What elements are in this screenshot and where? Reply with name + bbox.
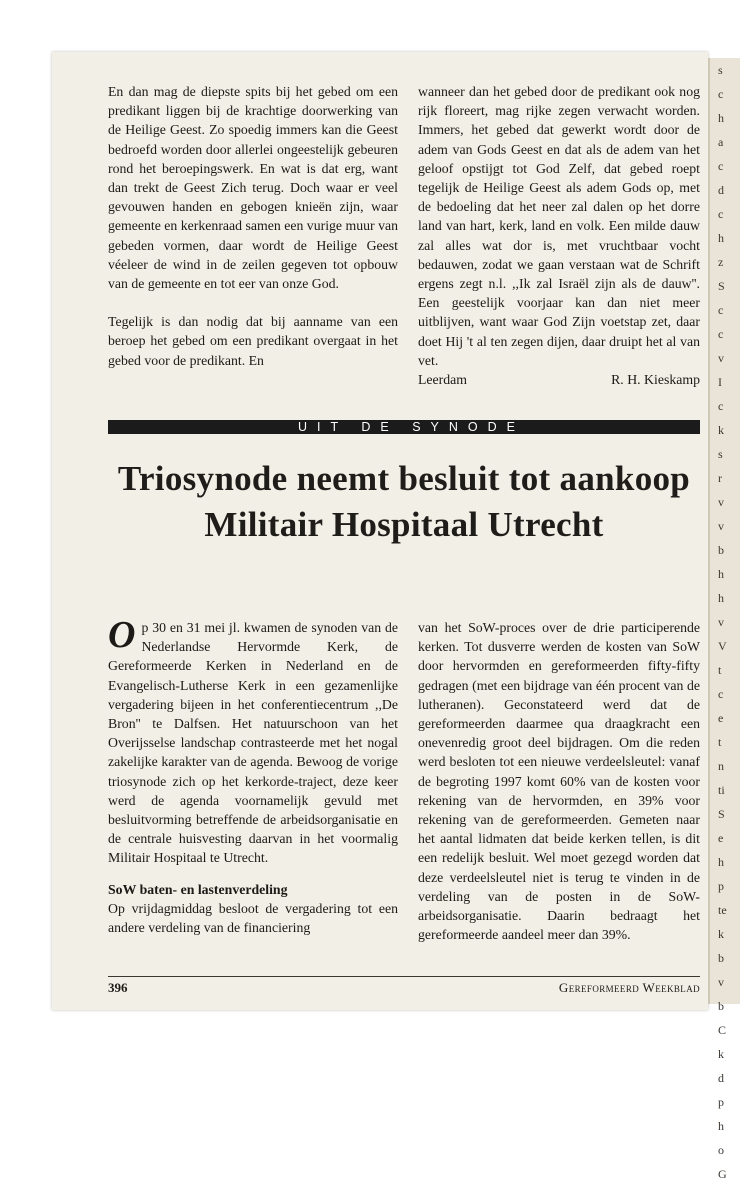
edge-glyph: v bbox=[718, 615, 724, 629]
next-page-edge bbox=[708, 58, 740, 1181]
signature bbox=[418, 370, 700, 389]
edge-glyph: p bbox=[718, 1095, 724, 1109]
signature-place: Leerdam bbox=[418, 372, 468, 388]
edge-glyph: C bbox=[718, 1023, 727, 1037]
edge-glyph: o bbox=[718, 1143, 724, 1157]
edge-glyph: h bbox=[718, 111, 724, 125]
edge-glyph: e bbox=[718, 831, 724, 845]
edge-glyph: b bbox=[718, 951, 724, 965]
edge-glyph: b bbox=[718, 543, 724, 557]
edge-glyph: G bbox=[718, 1167, 727, 1181]
edge-glyph: k bbox=[718, 423, 724, 437]
section-label: UIT DE SYNODE bbox=[298, 420, 526, 434]
edge-glyph: h bbox=[718, 1119, 724, 1133]
edge-glyph: k bbox=[718, 927, 724, 941]
edge-glyph: k bbox=[718, 1047, 724, 1061]
signature-name: R. H. Kieskamp bbox=[611, 372, 700, 388]
paragraph: wanneer dan het gebed door de predikant ook nog rijk floreert, mag rijke zegen verwacht worden. Immers, het gebed dat gewerkt wordt door de adem van Gods Geest en dat als de adem van het geloof opstijgt tot God Zelf, dat gebed roept tegelijk de Heilige Geest als adem Gods op, met de bedoeling dat het neer zal dalen op het dorre land van hart, kerk, land en volk. Een milde dauw zal alles wat dor is, met vruchtbaar vocht bedauwen, zodat we gaan verstaan wat de Schrift ergens zegt n.l. ,,Ik zal Israël zijn als de dauw''. Een geestelijk voorjaar kan dan niet meer uitblijven, want waar God Zijn voetstap zet, daar doet Hij 't al ten zegen dijen, daar druipt het al van vet. bbox=[418, 84, 700, 368]
edge-glyph: h bbox=[718, 231, 724, 245]
column-bottom-left bbox=[108, 614, 398, 937]
edge-glyph: ti bbox=[718, 783, 725, 797]
dropcap: O bbox=[108, 614, 136, 656]
edge-glyph: v bbox=[718, 975, 724, 989]
edge-glyph: b bbox=[718, 999, 724, 1013]
edge-glyph: s bbox=[718, 447, 723, 461]
edge-glyph: te bbox=[718, 903, 727, 917]
subheading: SoW baten- en lastenverdeling bbox=[108, 881, 288, 897]
paragraph: Op vrijdagmiddag besloot de vergadering tot een andere verdeling van de financiering bbox=[108, 900, 398, 936]
edge-glyph: h bbox=[718, 855, 724, 869]
edge-glyph: c bbox=[718, 87, 724, 101]
edge-glyph: I bbox=[718, 375, 722, 389]
edge-glyph: v bbox=[718, 519, 724, 533]
edge-glyph: h bbox=[718, 591, 724, 605]
edge-glyph: v bbox=[718, 495, 724, 509]
edge-glyph: e bbox=[718, 711, 724, 725]
section-band bbox=[108, 420, 700, 434]
edge-glyph: t bbox=[718, 735, 722, 749]
lead-text: p 30 en 31 mei jl. kwamen de synoden van de Nederlandse Hervormde Kerk, de Gereformeerde Kerken in Nederland en de Evangelisch-Lutherse Kerk in een gezamenlijke vergadering bijeen in het conferentiecentrum ,,De Bron'' te Dalfsen. Het natuurschoon van het Overijsselse landschap contrasteerde met het nogal zakelijke karakter van de agenda. Bewoog de vorige triosynode zich op het kerkorde-traject, deze keer werd de agenda voornamelijk gevuld met besluitvorming betreffende de arbeidsorganisatie en de centrale huisvesting daarvan in het voormalig Militair Hospitaal te Utrecht. bbox=[108, 620, 398, 866]
edge-glyph: d bbox=[718, 1071, 724, 1085]
edge-glyph: V bbox=[718, 639, 727, 653]
edge-glyph: c bbox=[718, 399, 724, 413]
paragraph: van het SoW-proces over de drie participerende kerken. Tot dusverre werden de kosten van SoW door hervormden en gereformeerden fifty-fifty gedragen (met een bijdrage van één procent van de lutheranen). Geconstateerd werd dat de gereformeerden daarmee qua draagkracht een onevenredig groot deel bijdragen. Om die reden werd besloten tot een nieuwe verdeelsleutel: vanaf de begroting 1997 komt 60% van de kosten voor rekening van de hervormden, en 39% voor rekening van de gereformeerden. Gemeten naar het aantal lidmaten dat beide kerken tellen, is dit een redelijk besluit. Wel moet gezegd worden dat deze verdeelsleutel niet is terug te vinden in de verdeling van de posten in de SoW-arbeidsorganisatie. Daarin bedraagt het gereformeerde aandeel meer dan 39%. bbox=[418, 620, 700, 943]
edge-glyph: S bbox=[718, 279, 725, 293]
edge-glyph: z bbox=[718, 255, 724, 269]
page-number: 396 bbox=[108, 980, 128, 995]
edge-glyph: v bbox=[718, 351, 724, 365]
edge-glyph: c bbox=[718, 207, 724, 221]
column-top-left bbox=[108, 82, 398, 370]
paragraph: Tegelijk is dan nodig dat bij aanname van een beroep het gebed om een predikant overgaat in het gebed voor de predikant. En bbox=[108, 314, 398, 368]
running-title: Gereformeerd Weekblad bbox=[558, 980, 700, 995]
edge-glyph: a bbox=[718, 135, 724, 149]
footer-rule bbox=[108, 976, 700, 977]
paragraph: En dan mag de diepste spits bij het gebed om een predikant liggen bij de krachtige doorwerking van de Heilige Geest. Zo spoedig immers kan die Geest bedroefd worden door allerlei ongeestelijk gebeuren rond het beroepingswerk. En wat is dat erg, want dan trekt de Geest Zich terug. Doch waar er veel gevouwen handen en gebogen knieën zijn, waar gemeente en kerkenraad samen een vurige muur van gebeden vormen, daar wordt de Heilige Geest véeleer de wind in de zeilen gegeven tot opbouw van de gemeente en tot eer van onze God. bbox=[108, 84, 398, 292]
edge-glyph: c bbox=[718, 303, 724, 317]
edge-glyph: t bbox=[718, 663, 722, 677]
column-bottom-right bbox=[418, 618, 700, 944]
edge-glyph: r bbox=[718, 471, 722, 485]
column-top-right bbox=[418, 82, 700, 389]
lead-paragraph bbox=[108, 614, 398, 868]
edge-glyph: c bbox=[718, 159, 724, 173]
edge-glyph: p bbox=[718, 879, 724, 893]
article-headline: Triosynode neemt besluit tot aankoop Militair Hospitaal Utrecht bbox=[117, 459, 691, 544]
edge-glyph: d bbox=[718, 183, 724, 197]
edge-glyph: S bbox=[718, 807, 725, 821]
edge-glyph: h bbox=[718, 567, 724, 581]
edge-glyph: c bbox=[718, 327, 724, 341]
edge-glyph: n bbox=[718, 759, 724, 773]
edge-glyph: c bbox=[718, 687, 724, 701]
edge-glyph: s bbox=[718, 63, 723, 77]
